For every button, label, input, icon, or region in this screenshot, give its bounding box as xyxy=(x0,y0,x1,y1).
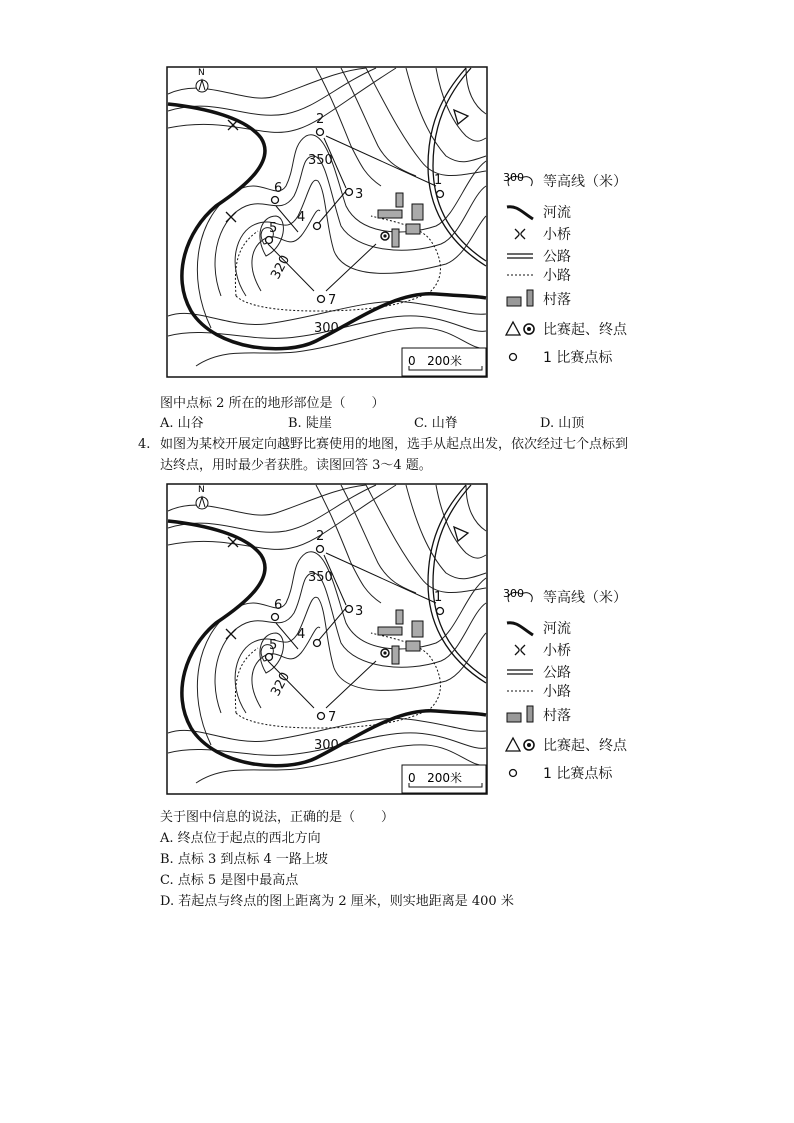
legend-village: 村落 xyxy=(503,704,571,726)
checkpoint-label-5: 5 xyxy=(269,638,278,653)
question-stem-1: 图中点标 2 所在的地形部位是（ ） xyxy=(160,396,385,411)
contour-label-350: 350 xyxy=(308,153,333,168)
checkpoint-label-2: 2 xyxy=(316,529,325,544)
checkpoint-label-7: 7 xyxy=(328,293,337,308)
contour-label-320: 320 xyxy=(268,669,294,699)
village-icon xyxy=(503,288,537,310)
checkpoint-icon xyxy=(503,346,537,368)
option-d-1: D. 山顶 xyxy=(540,416,585,431)
contour-label-320: 320 xyxy=(268,252,294,282)
checkpoint-label-4: 4 xyxy=(297,210,306,225)
map-legend-top xyxy=(503,160,653,366)
option-c-2: C. 点标 5 是图中最高点 xyxy=(160,873,299,888)
legend-checkpoint: 1 比赛点标 xyxy=(503,346,612,368)
checkpoint-icon xyxy=(503,762,537,784)
orienteering-map-bottom xyxy=(166,483,488,795)
checkpoint-label-2: 2 xyxy=(316,112,325,127)
option-b-2: B. 点标 3 到点标 4 一路上坡 xyxy=(160,852,328,867)
option-a-1: A. 山谷 xyxy=(160,416,204,431)
legend-start-finish: 比赛起、终点 xyxy=(503,318,627,340)
river-icon xyxy=(503,617,537,639)
option-b-1: B. 陡崖 xyxy=(288,416,332,431)
orienteering-map-top xyxy=(166,66,488,378)
contour-label-300: 300 xyxy=(314,738,339,753)
start-finish-icon xyxy=(503,734,537,756)
topographic-map xyxy=(166,483,488,795)
footpath-icon xyxy=(503,680,537,702)
checkpoint-label-1: 1 xyxy=(434,590,443,605)
legend-start-finish: 比赛起、终点 xyxy=(503,734,627,756)
legend-river: 河流 xyxy=(503,201,571,223)
checkpoint-label-6: 6 xyxy=(274,598,283,613)
bridge-icon xyxy=(503,223,537,245)
legend-footpath: 小路 xyxy=(503,680,571,702)
checkpoint-label-5: 5 xyxy=(269,221,278,236)
map-legend-bottom xyxy=(503,576,653,782)
legend-contour: 300 等高线（米） xyxy=(503,587,627,606)
option-d-2: D. 若起点与终点的图上距离为 2 厘米，则实地距离是 400 米 xyxy=(160,894,514,909)
question-stem-2: 关于图中信息的说法，正确的是（ ） xyxy=(160,810,395,825)
svg-text:300: 300 xyxy=(503,171,524,184)
checkpoint-label-7: 7 xyxy=(328,710,337,725)
topographic-map xyxy=(166,66,488,378)
legend-village: 村落 xyxy=(503,288,571,310)
legend-contour: 300 等高线（米） xyxy=(503,171,627,190)
option-c-1: C. 山脊 xyxy=(414,416,458,431)
option-a-2: A. 终点位于起点的西北方向 xyxy=(160,831,321,846)
legend-river: 河流 xyxy=(503,617,571,639)
checkpoint-label-3: 3 xyxy=(355,187,364,202)
question-number: 4. xyxy=(138,437,151,452)
legend-road: 公路 xyxy=(503,661,571,683)
legend-bridge: 小桥 xyxy=(503,223,571,245)
svg-text:300: 300 xyxy=(503,587,524,600)
intro-line-2: 达终点，用时最少者获胜。读图回答 3～4 题。 xyxy=(160,458,432,473)
legend-bridge: 小桥 xyxy=(503,639,571,661)
checkpoint-label-6: 6 xyxy=(274,181,283,196)
footpath-icon xyxy=(503,264,537,286)
bridge-icon xyxy=(503,639,537,661)
scale-label: 0 200米 xyxy=(408,771,462,785)
legend-road: 公路 xyxy=(503,245,571,267)
contour-label-300: 300 xyxy=(314,321,339,336)
village-icon xyxy=(503,704,537,726)
legend-footpath: 小路 xyxy=(503,264,571,286)
scale-label: 0 200米 xyxy=(408,354,462,368)
svg-text:N: N xyxy=(198,68,205,78)
checkpoint-label-1: 1 xyxy=(434,173,443,188)
checkpoint-label-3: 3 xyxy=(355,604,364,619)
svg-text:N: N xyxy=(198,485,205,495)
contour-label-350: 350 xyxy=(308,570,333,585)
legend-checkpoint: 1 比赛点标 xyxy=(503,762,612,784)
river-icon xyxy=(503,201,537,223)
checkpoint-label-4: 4 xyxy=(297,627,306,642)
start-finish-icon xyxy=(503,318,537,340)
intro-line-1: 如图为某校开展定向越野比赛使用的地图，选手从起点出发，依次经过七个点标到 xyxy=(160,437,629,452)
